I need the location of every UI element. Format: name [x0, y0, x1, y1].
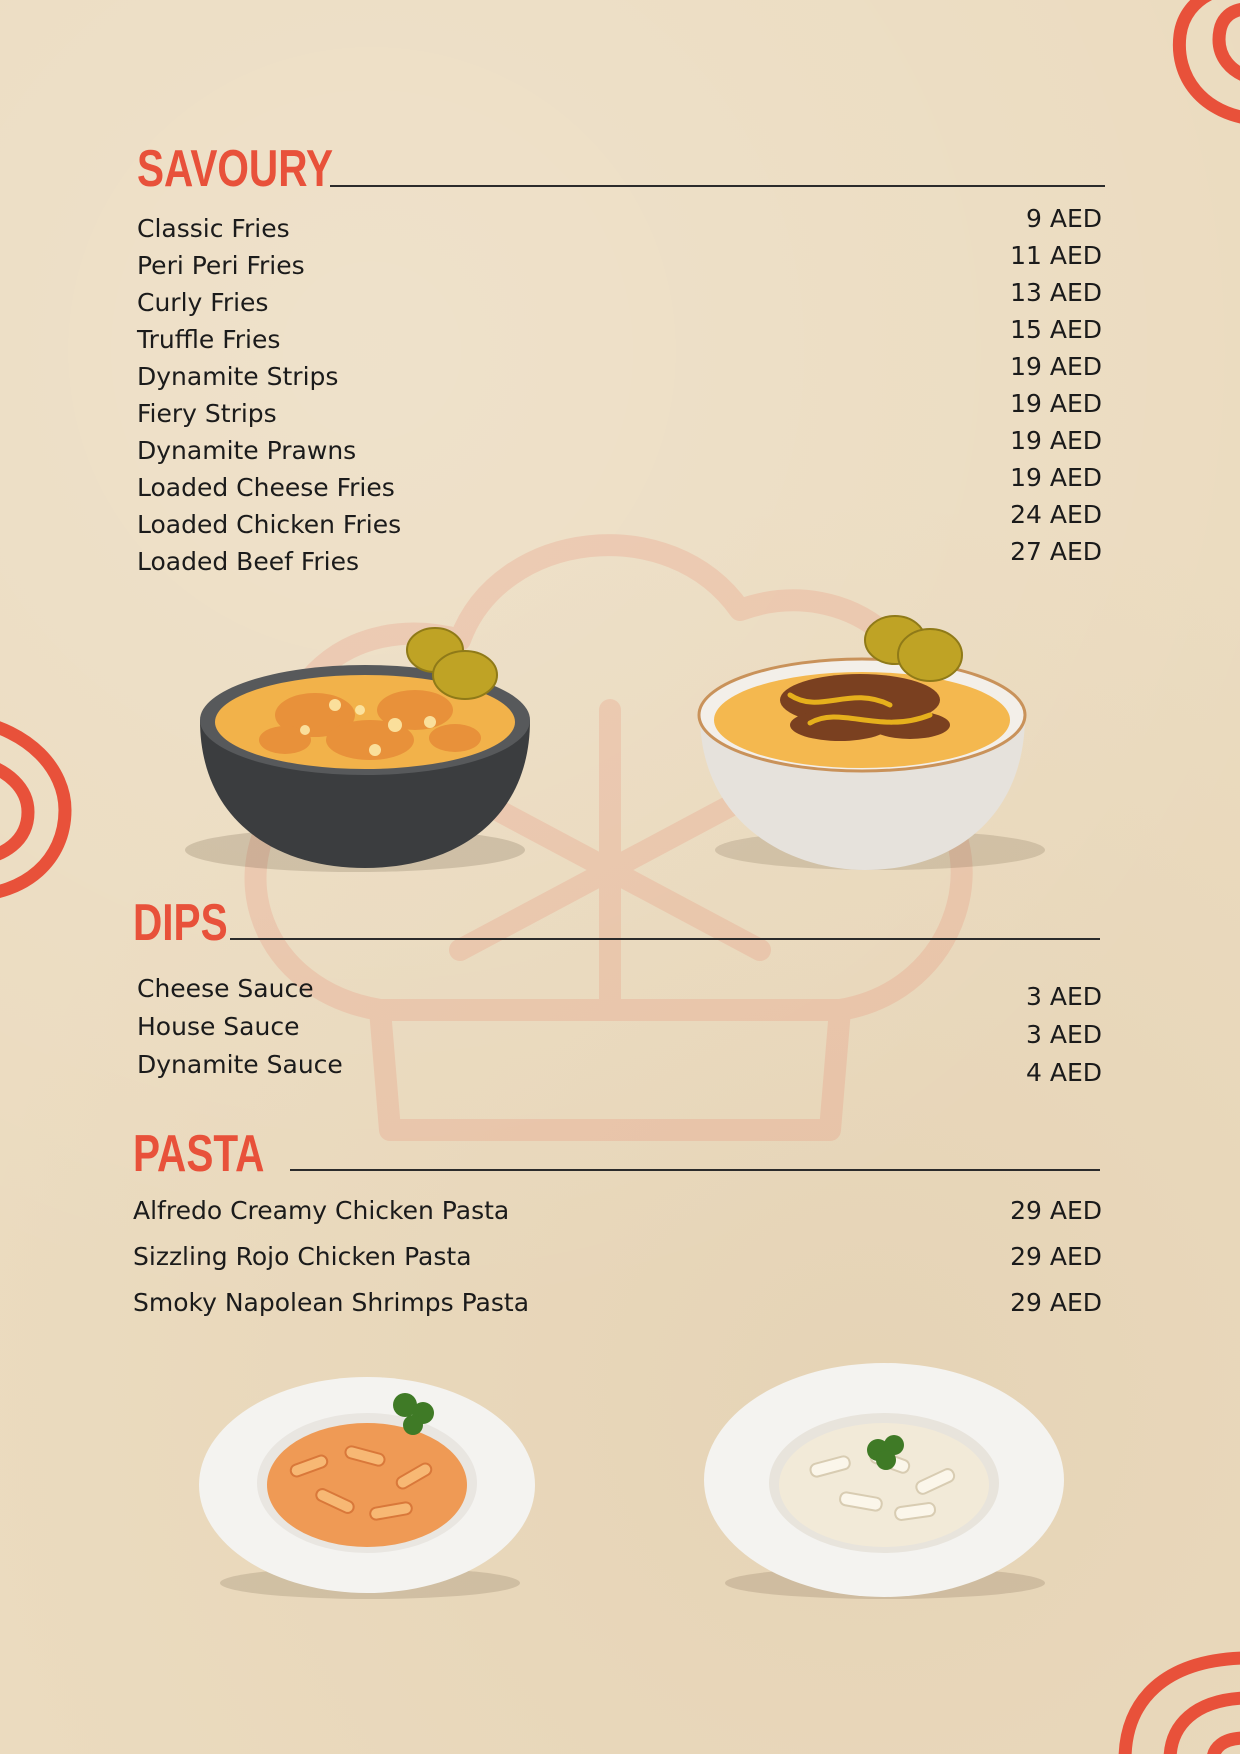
menu-item-name: Fiery Strips	[137, 399, 277, 428]
menu-item-price: 19 AED	[1010, 389, 1102, 418]
section-title-dips: DIPS	[133, 894, 228, 952]
alfredo-penne-pasta-plate-photo	[700, 1355, 1070, 1605]
menu-item-price: 29 AED	[1010, 1196, 1102, 1225]
menu-item-name: Loaded Beef Fries	[137, 547, 360, 576]
menu-item-name: Classic Fries	[137, 214, 290, 243]
menu-item-name: Loaded Chicken Fries	[137, 510, 402, 539]
menu-item-price: 27 AED	[1010, 537, 1102, 566]
menu-item-price: 13 AED	[1010, 278, 1102, 307]
menu-item-price: 9 AED	[1025, 204, 1102, 233]
section-title-pasta: PASTA	[133, 1125, 265, 1183]
menu-item-name: Alfredo Creamy Chicken Pasta	[133, 1196, 510, 1225]
menu-item-name: Cheese Sauce	[137, 974, 314, 1003]
menu-item-price: 29 AED	[1010, 1288, 1102, 1317]
menu-item-price: 4 AED	[1025, 1058, 1102, 1087]
menu-item-price: 24 AED	[1010, 500, 1102, 529]
menu-item-price: 15 AED	[1010, 315, 1102, 344]
menu-item-name: Smoky Napolean Shrimps Pasta	[133, 1288, 530, 1317]
menu-item-name: Dynamite Strips	[137, 362, 339, 391]
menu-item-name: Curly Fries	[137, 288, 269, 317]
spiral-swirl-icon	[1105, 1640, 1240, 1754]
section-title-savoury: SAVOURY	[137, 140, 334, 198]
section-divider	[290, 1169, 1100, 1171]
spiral-swirl-icon	[0, 700, 80, 910]
menu-item-price: 19 AED	[1010, 352, 1102, 381]
menu-item-name: Sizzling Rojo Chicken Pasta	[133, 1242, 472, 1271]
menu-item-name: Truffle Fries	[137, 325, 281, 354]
loaded-chicken-fries-bowl-photo	[165, 610, 545, 880]
menu-item-name: Dynamite Prawns	[137, 436, 357, 465]
menu-item-price: 29 AED	[1010, 1242, 1102, 1271]
menu-item-price: 3 AED	[1025, 1020, 1102, 1049]
menu-item-price: 19 AED	[1010, 463, 1102, 492]
loaded-beef-fries-bowl-photo	[690, 605, 1070, 880]
menu-item-price: 19 AED	[1010, 426, 1102, 455]
rojo-penne-pasta-plate-photo	[195, 1365, 545, 1605]
menu-item-name: Loaded Cheese Fries	[137, 473, 395, 502]
menu-item-name: House Sauce	[137, 1012, 300, 1041]
menu-item-name: Peri Peri Fries	[137, 251, 305, 280]
spiral-swirl-icon	[1160, 0, 1240, 130]
menu-item-price: 3 AED	[1025, 982, 1102, 1011]
section-divider	[330, 185, 1105, 187]
menu-item-price: 11 AED	[1010, 241, 1102, 270]
section-divider	[230, 938, 1100, 940]
menu-item-name: Dynamite Sauce	[137, 1050, 343, 1079]
